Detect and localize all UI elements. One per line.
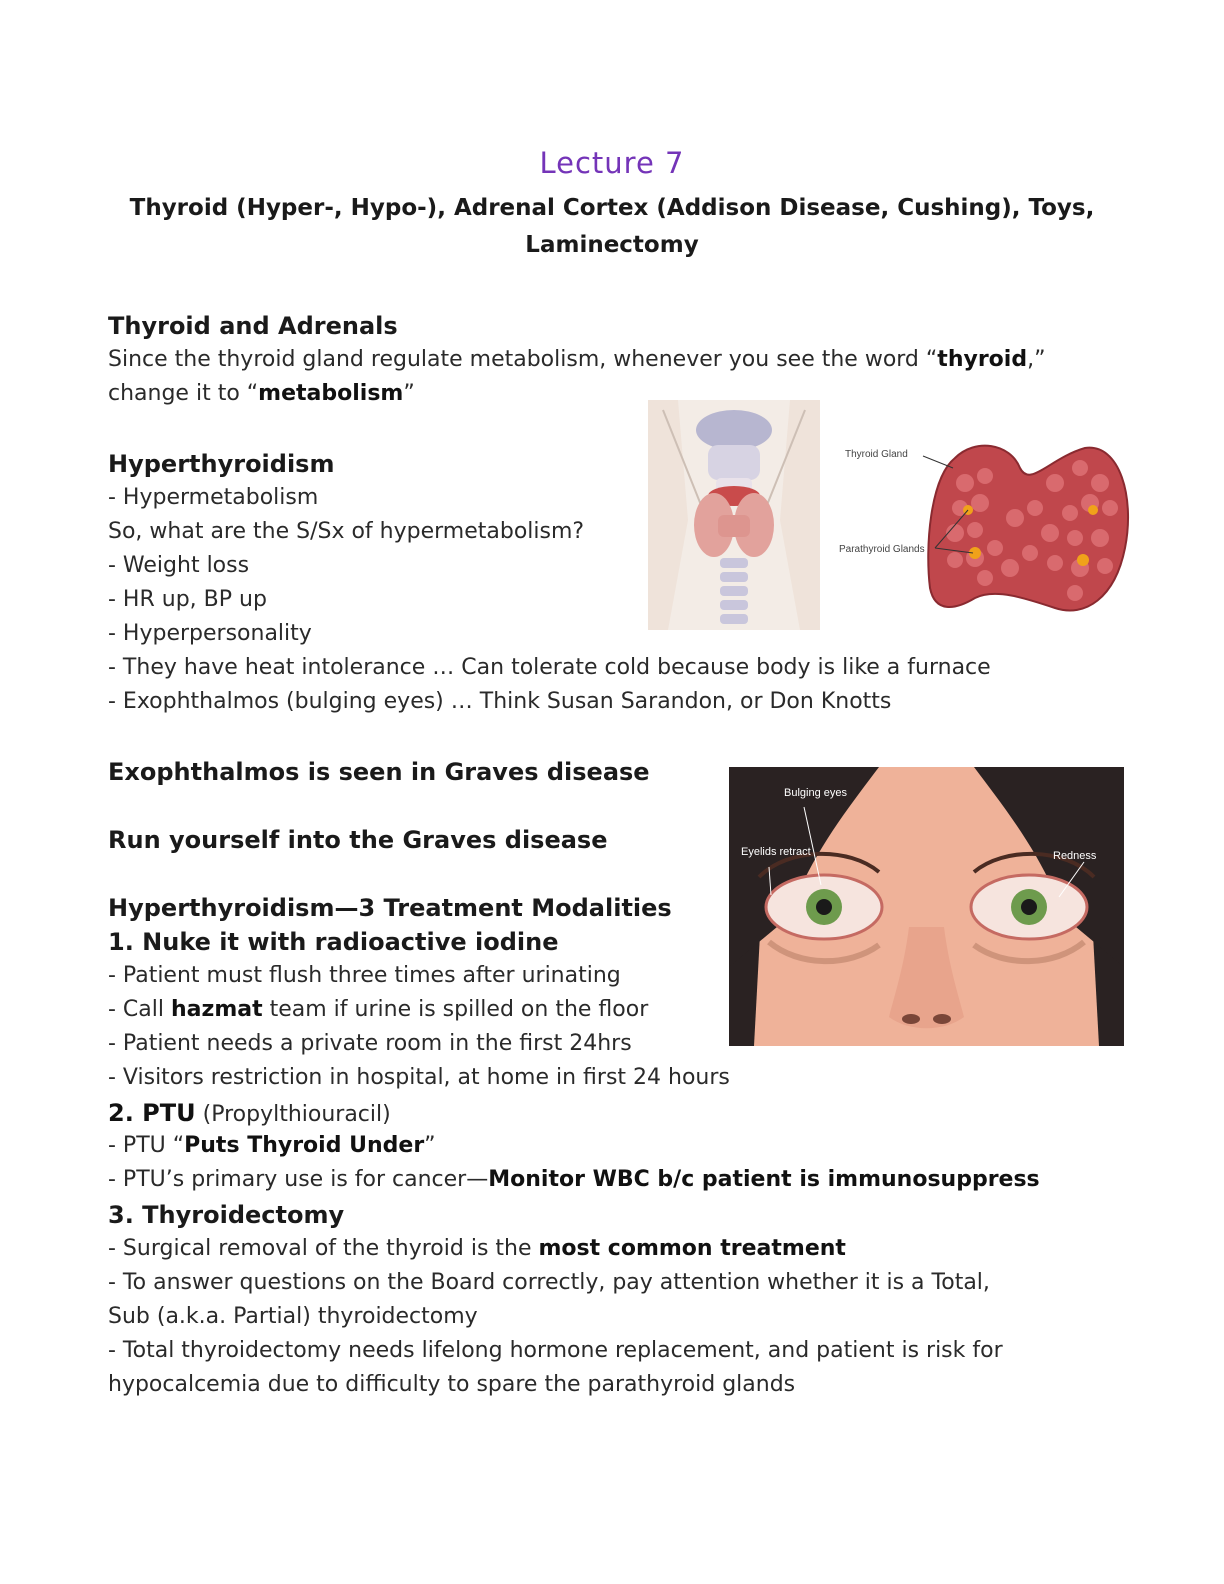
intro-line-1: Since the thyroid gland regulate metabolism, whenever you see the word “thyroid,” xyxy=(108,347,1046,372)
section-heading-thyroid-adrenals: Thyroid and Adrenals xyxy=(108,312,398,340)
treatment-item-3: 3. Thyroidectomy xyxy=(108,1201,345,1229)
hyper-line: - Exophthalmos (bulging eyes) … Think Susan Sarandon, or Don Knotts xyxy=(108,689,892,714)
label-redness: Redness xyxy=(1053,850,1097,862)
graves-line-2: Run yourself into the Graves disease xyxy=(108,826,608,854)
label-bulging-eyes: Bulging eyes xyxy=(784,787,847,799)
hyper-line: - Hyperpersonality xyxy=(108,621,312,646)
graves-line-1: Exophthalmos is seen in Graves disease xyxy=(108,758,650,786)
thyroid-gland-illustration xyxy=(835,438,1135,618)
treatment-2-line: - PTU “Puts Thyroid Under” xyxy=(108,1133,436,1158)
treatment-2-line: - PTU’s primary use is for cancer—Monitor WBC b/c patient is immunosuppress xyxy=(108,1167,1040,1192)
treatment-3-line: Sub (a.k.a. Partial) thyroidectomy xyxy=(108,1304,478,1329)
treatment-3-line: hypocalcemia due to difficulty to spare the parathyroid glands xyxy=(108,1372,796,1397)
section-heading-hyperthyroidism: Hyperthyroidism xyxy=(108,450,335,478)
hyper-line: - Weight loss xyxy=(108,553,250,578)
intro-line-2: change it to “metabolism” xyxy=(108,381,415,406)
treatment-3-line: - To answer questions on the Board correctly, pay attention whether it is a Total, xyxy=(108,1270,990,1295)
treatment-1-line: - Patient must flush three times after urinating xyxy=(108,963,621,988)
treatment-1-line: - Visitors restriction in hospital, at home in first 24 hours xyxy=(108,1065,730,1090)
treatment-1-line: - Patient needs a private room in the first 24hrs xyxy=(108,1031,632,1056)
treatment-heading: Hyperthyroidism—3 Treatment Modalities xyxy=(108,894,672,922)
hyper-line: - They have heat intolerance … Can tolerate cold because body is like a furnace xyxy=(108,655,991,680)
treatment-3-line: - Total thyroidectomy needs lifelong hormone replacement, and patient is risk for xyxy=(108,1338,1003,1363)
label-thyroid-gland: Thyroid Gland xyxy=(845,449,908,460)
label-parathyroid-glands: Parathyroid Glands xyxy=(839,544,925,555)
treatment-3-line: - Surgical removal of the thyroid is the most common treatment xyxy=(108,1236,846,1261)
neck-thyroid-illustration xyxy=(648,400,820,630)
treatment-item-2: 2. PTU (Propylthiouracil) xyxy=(108,1099,391,1127)
exophthalmos-face-illustration xyxy=(729,767,1124,1046)
treatment-item-1: 1. Nuke it with radioactive iodine xyxy=(108,928,559,956)
lecture-title: Lecture 7 xyxy=(539,146,685,180)
hyper-line: - Hypermetabolism xyxy=(108,485,319,510)
hyper-line: - HR up, BP up xyxy=(108,587,267,612)
label-eyelids-retract: Eyelids retract xyxy=(741,846,811,858)
lecture-subtitle: Thyroid (Hyper-, Hypo-), Adrenal Cortex (Addison Disease, Cushing), Toys, Laminectomy xyxy=(129,195,1095,258)
hyper-line: So, what are the S/Sx of hypermetabolism? xyxy=(108,519,585,544)
treatment-1-line: - Call hazmat team if urine is spilled on the floor xyxy=(108,997,649,1022)
